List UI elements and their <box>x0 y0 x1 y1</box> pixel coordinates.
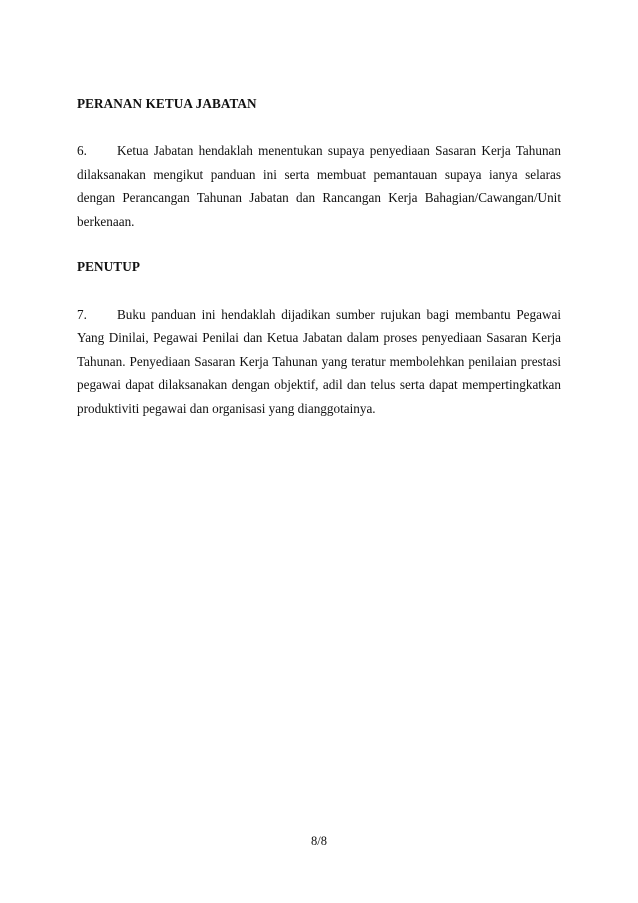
spacer <box>77 279 561 303</box>
spacer <box>77 116 561 140</box>
paragraph-number: 7. <box>77 306 87 322</box>
page-number: 8/8 <box>311 834 327 848</box>
paragraph-6 <box>77 139 561 233</box>
section-heading-penutup: PENUTUP <box>77 259 140 275</box>
paragraph-7 <box>77 303 561 421</box>
paragraph-text: Ketua Jabatan hendaklah menentukan supaya penyediaan Sasaran Kerja Tahunan dilaksanakan mengikut panduan ini serta membuat pemantauan supaya ianya selaras dengan Perancangan Tahunan Jabatan dan Rancangan Kerja Bahagian/Cawangan/Unit berkenaan. <box>77 143 561 229</box>
paragraph-number: 6. <box>77 143 87 159</box>
document-body <box>77 92 561 421</box>
paragraph-text: Buku panduan ini hendaklah dijadikan sumber rujukan bagi membantu Pegawai Yang Dinilai, Pegawai Penilai dan Ketua Jabatan dalam proses penyediaan Sasaran Kerja Tahunan. Penyediaan Sasaran Kerja Tahunan yang teratur membolehkan penilaian prestasi pegawai dapat dilaksanakan dengan objektif, adil dan telus serta dapat mempertingkatkan produktiviti pegawai dan organisasi yang dianggotainya. <box>77 306 561 416</box>
spacer <box>77 233 561 255</box>
section-heading-peranan-ketua-jabatan: PERANAN KETUA JABATAN <box>77 96 257 111</box>
